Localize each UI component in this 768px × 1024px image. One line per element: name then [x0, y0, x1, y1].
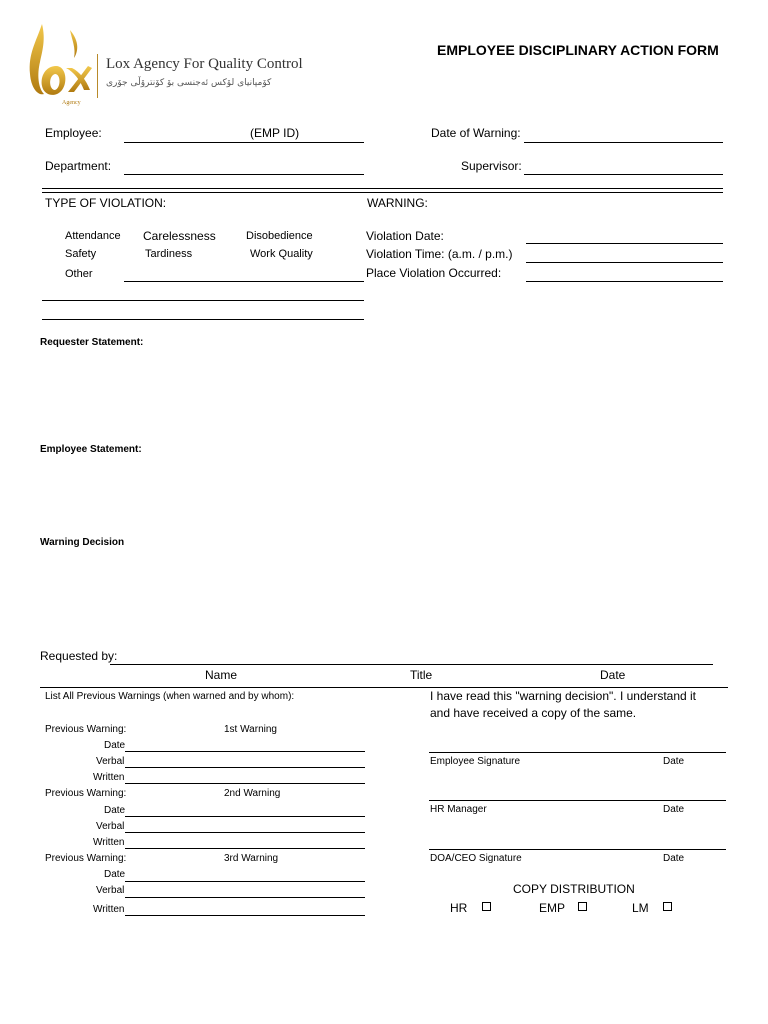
copy-lm-label: LM — [632, 901, 649, 915]
written-label: Written — [93, 772, 125, 783]
violation-line[interactable] — [42, 319, 364, 320]
copy-hr-checkbox[interactable] — [482, 902, 491, 911]
violation-other[interactable]: Other — [65, 268, 93, 280]
second-verbal-field[interactable] — [125, 832, 365, 833]
verbal-label: Verbal — [96, 756, 125, 767]
date-label: Date — [104, 740, 126, 751]
third-warning-label: 3rd Warning — [224, 853, 279, 864]
doa-ceo-signature-field[interactable] — [429, 849, 726, 850]
date-of-warning-label: Date of Warning: — [431, 126, 521, 140]
copy-emp-checkbox[interactable] — [578, 902, 587, 911]
first-warning-label: 1st Warning — [224, 724, 277, 735]
requested-divider — [40, 687, 728, 688]
requested-by-label: Requested by: — [40, 649, 118, 663]
first-date-field[interactable] — [125, 751, 365, 752]
violation-safety[interactable]: Safety — [65, 248, 97, 260]
copy-lm-checkbox[interactable] — [663, 902, 672, 911]
copy-distribution-title: COPY DISTRIBUTION — [513, 882, 635, 896]
title-column-label: Title — [410, 668, 433, 682]
supervisor-label: Supervisor: — [461, 159, 522, 173]
section-divider — [42, 192, 723, 193]
place-violation-field[interactable] — [526, 281, 723, 282]
violation-disobedience[interactable]: Disobedience — [246, 230, 313, 242]
acknowledgement-line-2: and have received a copy of the same. — [430, 706, 637, 720]
employee-signature-field[interactable] — [429, 752, 726, 753]
doa-ceo-signature-label: DOA/CEO Signature — [430, 853, 522, 864]
first-verbal-field[interactable] — [125, 767, 365, 768]
date-label: Date — [104, 805, 126, 816]
previous-warning-label: Previous Warning: — [45, 853, 127, 864]
warning-label: WARNING: — [367, 196, 428, 210]
warning-decision-label: Warning Decision — [40, 537, 125, 548]
date-of-warning-field[interactable] — [524, 142, 723, 143]
type-of-violation-label: TYPE OF VIOLATION: — [45, 196, 167, 210]
second-warning-label: 2nd Warning — [224, 788, 281, 799]
violation-tardiness[interactable]: Tardiness — [145, 248, 193, 260]
doa-ceo-date-label: Date — [663, 853, 685, 864]
first-written-field[interactable] — [125, 783, 365, 784]
emp-id-label: (EMP ID) — [250, 126, 300, 140]
employee-signature-label: Employee Signature — [430, 756, 521, 767]
place-violation-label: Place Violation Occurred: — [366, 266, 502, 280]
copy-hr-label: HR — [450, 901, 468, 915]
violation-work-quality[interactable]: Work Quality — [250, 248, 313, 260]
hr-manager-date-label: Date — [663, 804, 685, 815]
previous-warning-label: Previous Warning: — [45, 724, 127, 735]
form-title: EMPLOYEE DISCIPLINARY ACTION FORM — [437, 42, 719, 58]
employee-signature-date-label: Date — [663, 756, 685, 767]
second-date-field[interactable] — [125, 816, 365, 817]
requested-by-field[interactable] — [110, 664, 713, 665]
third-written-field[interactable] — [125, 915, 365, 916]
employee-field[interactable] — [124, 142, 364, 143]
lox-logo-icon — [22, 18, 112, 110]
hr-manager-field[interactable] — [429, 800, 726, 801]
section-divider — [42, 188, 723, 189]
third-verbal-field[interactable] — [125, 897, 365, 898]
date-column-label: Date — [600, 668, 626, 682]
company-name: Lox Agency For Quality Control — [106, 56, 303, 72]
employee-statement-label: Employee Statement: — [40, 444, 142, 455]
previous-warnings-header: List All Previous Warnings (when warned and by whom): — [45, 691, 295, 702]
other-field[interactable] — [124, 281, 364, 282]
employee-label: Employee: — [45, 126, 102, 140]
written-label: Written — [93, 904, 125, 915]
verbal-label: Verbal — [96, 821, 125, 832]
second-written-field[interactable] — [125, 848, 365, 849]
violation-time-label: Violation Time: (a.m. / p.m.) — [366, 247, 513, 261]
violation-line[interactable] — [42, 300, 364, 301]
copy-emp-label: EMP — [539, 901, 566, 915]
date-label: Date — [104, 869, 126, 880]
department-label: Department: — [45, 159, 112, 173]
logo-divider — [97, 54, 98, 98]
violation-date-label: Violation Date: — [366, 229, 444, 243]
svg-text:Agency: Agency — [62, 100, 81, 106]
department-field[interactable] — [124, 174, 364, 175]
violation-attendance[interactable]: Attendance — [65, 230, 121, 242]
violation-date-field[interactable] — [526, 243, 723, 244]
hr-manager-label: HR Manager — [430, 804, 487, 815]
verbal-label: Verbal — [96, 885, 125, 896]
previous-warning-label: Previous Warning: — [45, 788, 127, 799]
supervisor-field[interactable] — [524, 174, 723, 175]
violation-time-field[interactable] — [526, 262, 723, 263]
company-name-kurdish: کۆمپانیای لۆکس ئەجنسی بۆ کۆنترۆڵی جۆری — [106, 78, 272, 88]
third-date-field[interactable] — [125, 881, 365, 882]
written-label: Written — [93, 837, 125, 848]
violation-carelessness[interactable]: Carelessness — [143, 229, 216, 243]
requester-statement-label: Requester Statement: — [40, 337, 144, 348]
company-logo — [22, 18, 312, 110]
name-column-label: Name — [205, 668, 238, 682]
acknowledgement-line-1: I have read this "warning decision". I understand it — [430, 689, 697, 703]
